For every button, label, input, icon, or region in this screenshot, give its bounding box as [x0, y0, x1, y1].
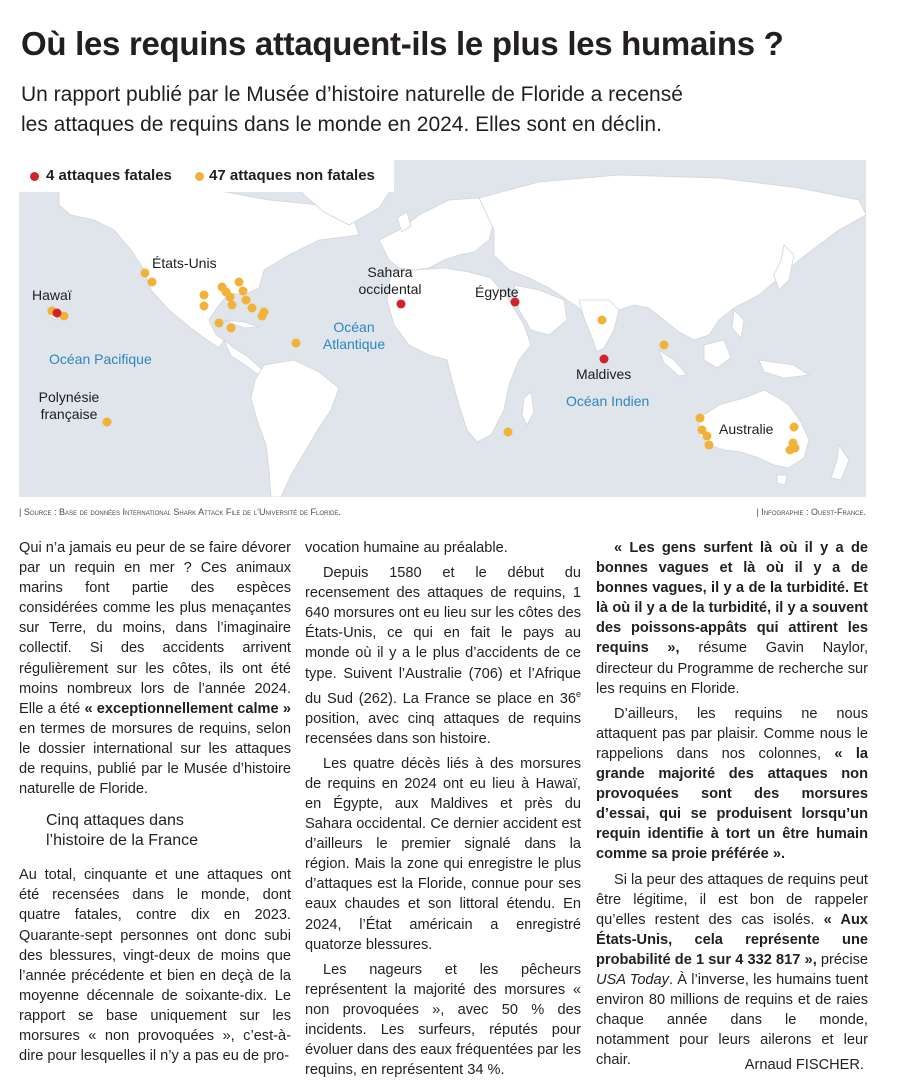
nonfatal-dot: [696, 414, 705, 423]
author-signature: Arnaud FISCHER.: [744, 1057, 864, 1073]
nonfatal-dot: [703, 432, 712, 441]
label-atlantic-ocean: [314, 319, 394, 353]
nonfatal-dot: [200, 302, 209, 311]
article-paragraph: Qui n’a jamais eu peur de se faire dévorer par un requin en mer ? Ces animaux marins font partie des espèces considérées comme les plus menaçantes sur Terre, du moins, dans l’imaginaire collectif. Si des accidents arrivent régulièrement sur les côtes, ils ont été moins nombreux lors de l’année 2024. Elle a été « exceptionnellement calme » en termes de morsures de requins, selon le dossier international sur les attaques de requins, publié par le Musée d’histoire naturelle de Floride.: [19, 540, 291, 798]
label-polynesia-line-2: française: [40, 406, 98, 422]
fatal-dot-sahara: [397, 300, 406, 309]
label-maldives: Maldives: [576, 366, 632, 382]
article-paragraph: « Les gens surfent là où il y a de bonnes vagues et là où il y a de bonnes vagues, il y a de la turbidité. Et là où il y a de la turbidité, il y a souvent des poissons-appâts qui attirent les requins », résume Gavin Naylor, directeur du Programme de recherche sur les requins en Floride.: [596, 540, 868, 697]
nonfatal-dot: [141, 269, 150, 278]
subheading-line-1: Cinq attaques dans: [46, 812, 184, 830]
world-map: [19, 160, 866, 497]
nonfatal-dot: [705, 441, 714, 450]
nonfatal-dot: [215, 319, 224, 328]
madagascar-shape: [522, 392, 534, 425]
label-egypt: Égypte: [475, 284, 519, 300]
nonfatal-dot: [660, 341, 669, 350]
article-paragraph: Au total, cinquante et une attaques ont été recensées dans le monde, dont quatre fatales, contre dix en 2023. Quarante-sept personnes ont donc subi des blessures, vingt-deux de moins que l’année précédente et bien en deçà de la moyenne décennale de soixante-dix. Le rapport se base uniquement sur les morsures « non provoquées », c’est-à-dire pour lesquelles il n’y a pas eu de pro-: [19, 867, 291, 1065]
label-polynesia: [23, 389, 115, 423]
label-australia: Australie: [719, 421, 774, 437]
article-column-2: [305, 538, 581, 1085]
article-paragraph: Les nageurs et les pêcheurs représentent la majorité des morsures « non provoquées », avec 50 % des incidents. Les surfeurs, réputés pour évoluer dans des eaux fréquentées par les requins, en représentent 34 %.: [305, 961, 581, 1079]
legend-nonfatal-dot: [195, 172, 204, 181]
label-polynesia-line-1: Polynésie: [38, 389, 100, 405]
article-column-1: [19, 538, 291, 1071]
article-paragraph: Depuis 1580 et le début du recensement des attaques de requins, 1 640 morsures ont eu lieu sur les côtes des États-Unis, ce qui en fait le pays au monde où il y a le plus d’accidents de ce type. Suivent l’Australie (706) et l’Afrique du Sud (262). La France se place en 36e position, avec cinq attaques de requins recensées dans son histoire.: [305, 565, 581, 747]
label-usa: États-Unis: [152, 255, 217, 271]
label-atlantic-line-1: Océan: [333, 319, 375, 335]
nonfatal-dot: [226, 293, 235, 302]
nonfatal-dot: [235, 278, 244, 287]
nonfatal-dot: [242, 296, 251, 305]
article-paragraph: vocation humaine au préalable.: [305, 540, 508, 556]
label-sahara: [350, 264, 430, 298]
headline: Où les requins attaquent-ils le plus les humains ?: [21, 25, 784, 62]
nonfatal-dot: [239, 287, 248, 296]
nonfatal-dot: [790, 423, 799, 432]
nonfatal-dot: [258, 312, 267, 321]
nonfatal-dot: [789, 439, 798, 448]
subtitle: [21, 80, 901, 140]
nonfatal-dot: [248, 304, 257, 313]
article-paragraph: Les quatre décès liés à des morsures de requins en 2024 ont eu lieu à Hawaï, en Égypte, aux Maldives et près du Sahara occidental. Ce dernier accident est d’ailleurs le premier signalé dans la région. Mais la zone qui enregistre le plus d’attaques est la Floride, connue pour ses eaux chaudes et son littoral étendu. En 2024, l’État américain a enregistré quatorze blessures.: [305, 755, 581, 953]
newguinea-shape: [759, 360, 809, 378]
label-hawaii: Hawaï: [32, 287, 72, 303]
nonfatal-dot: [200, 291, 209, 300]
fatal-dot-hawaii: [53, 309, 62, 318]
nonfatal-dot: [504, 428, 513, 437]
borneo-shape: [704, 340, 731, 368]
tasmania-shape: [777, 475, 787, 485]
label-sahara-line-2: occidental: [358, 281, 422, 297]
sumatra-shape: [659, 350, 687, 376]
europe-shape: [379, 198, 499, 270]
label-indian-ocean: Océan Indien: [566, 393, 650, 409]
legend-nonfatal-label: 47 attaques non fatales: [209, 167, 375, 184]
nonfatal-dot: [227, 324, 236, 333]
label-sahara-line-1: Sahara: [367, 264, 413, 280]
subheading: [19, 811, 291, 851]
newzealand-shape: [831, 445, 849, 480]
article-paragraph: Si la peur des attaques de requins peut être légitime, il est bon de rappeler qu’elles restent des cas isolés. « Aux États-Unis, cela représente une probabilité de 1 sur 4 332 817 », précise USA Today. À l’inverse, les humains tuent environ 80 millions de requins et de raies chaque année dans le monde, notamment pour leurs ailerons et leur chair.: [596, 871, 869, 1069]
nonfatal-dot: [148, 278, 157, 287]
source-line: | Source : Base de données International Shark Attack File de l’Université de Floride.: [19, 507, 341, 517]
credit-line: | Infographie : Ouest-France.: [756, 507, 866, 517]
fatal-dot-maldives: [600, 355, 609, 364]
nonfatal-dot: [598, 316, 607, 325]
article-column-3: [596, 538, 868, 1075]
india-shape: [579, 300, 619, 352]
nonfatal-dot: [228, 301, 237, 310]
nonfatal-dot: [292, 339, 301, 348]
label-pacific-ocean: Océan Pacifique: [49, 351, 152, 367]
subtitle-line-1: Un rapport publié par le Musée d’histoire naturelle de Floride a recensé: [21, 83, 683, 106]
world-map-land: [19, 160, 866, 497]
legend-fatal-dot: [30, 172, 39, 181]
legend-fatal-label: 4 attaques fatales: [46, 167, 172, 184]
philippines-shape: [732, 310, 744, 338]
central-america-shape: [224, 340, 264, 374]
south-america-shape: [251, 360, 339, 497]
subtitle-line-2: les attaques de requins dans le monde en 2024. Elles sont en déclin.: [21, 113, 662, 136]
label-atlantic-line-2: Atlantique: [322, 336, 386, 352]
subheading-line-2: l’histoire de la France: [46, 832, 199, 850]
map-legend: [19, 160, 394, 192]
article-paragraph: D’ailleurs, les requins ne nous attaquent pas par plaisir. Comme nous le rappelions dans nos colonnes, « la grande majorité des attaques non provoquées sont des morsures d’essai, qui se produisent lorsqu’un requin identifie à tort un être humain comme sa proie préférée ».: [596, 705, 868, 863]
